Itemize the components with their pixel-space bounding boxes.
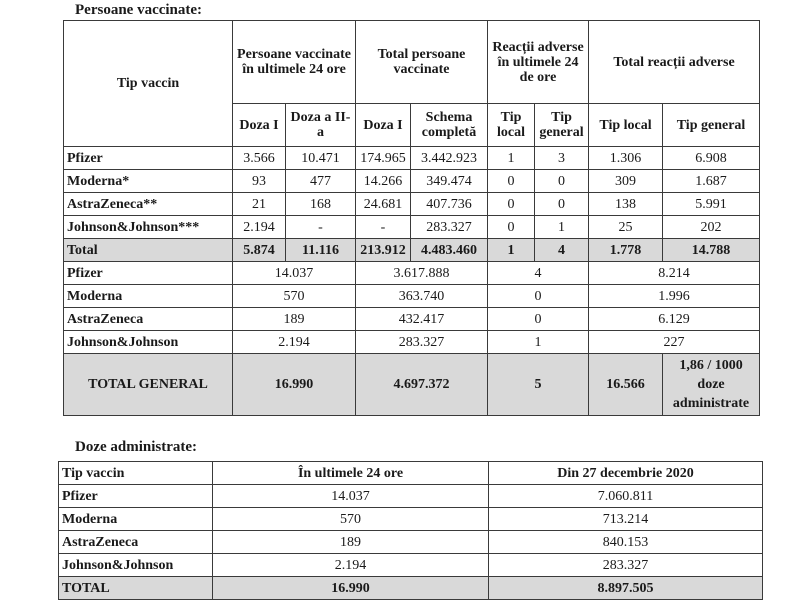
table-row	[64, 193, 760, 216]
cell-doza2: 477	[286, 170, 356, 193]
cell-reactii-local: 0	[488, 193, 535, 216]
header-tip-general-total: Tip general	[663, 104, 760, 147]
row-name: Moderna	[64, 285, 233, 308]
cell-24h: 14.037	[233, 262, 356, 285]
cell-reactii: 0	[488, 285, 589, 308]
row-name: Pfizer	[64, 147, 233, 170]
cell-total: 363.740	[356, 285, 488, 308]
cell-reactii: 0	[488, 308, 589, 331]
cell-total: 283.327	[356, 331, 488, 354]
total-row	[64, 239, 760, 262]
cell-24h: 570	[233, 285, 356, 308]
doses-administered-table	[58, 461, 763, 600]
cell-reactii-general: 0	[535, 193, 589, 216]
cell-doza2: 168	[286, 193, 356, 216]
row-name: TOTAL GENERAL	[64, 354, 233, 416]
summary-row	[64, 262, 760, 285]
cell-doza2: 10.471	[286, 147, 356, 170]
cell-24h: 570	[213, 508, 489, 531]
cell-24h: 189	[233, 308, 356, 331]
header-doza1: Doza I	[233, 104, 286, 147]
cell-reactii-general: 3	[535, 147, 589, 170]
cell-total-doza1: 174.965	[356, 147, 411, 170]
cell-doza1: 2.194	[233, 216, 286, 239]
cell-doza1: 21	[233, 193, 286, 216]
cell-reactii: 5	[488, 354, 589, 416]
cell-total-reactii: 1.996	[589, 285, 760, 308]
cell-total-doza1: 24.681	[356, 193, 411, 216]
header-tip-local-total: Tip local	[589, 104, 663, 147]
cell-reactii-general: 0	[535, 170, 589, 193]
header-tip-general: Tip general	[535, 104, 589, 147]
cell-total-reactii: 6.129	[589, 308, 760, 331]
header-total-reactii: Total reacții adverse	[589, 21, 760, 104]
cell-24h: 189	[213, 531, 489, 554]
cell-total-general: 6.908	[663, 147, 760, 170]
cell-total-local: 1.778	[589, 239, 663, 262]
cell-reactii-local: 0	[488, 216, 535, 239]
cell-din: 7.060.811	[489, 485, 763, 508]
header-persoane-24h: Persoane vaccinate în ultimele 24 ore	[233, 21, 356, 104]
cell-reactii-general: 4	[535, 239, 589, 262]
cell-total-doza1: 213.912	[356, 239, 411, 262]
cell-24h: 2.194	[233, 331, 356, 354]
cell-24h: 16.990	[233, 354, 356, 416]
cell-doza2: 11.116	[286, 239, 356, 262]
cell-din: 283.327	[489, 554, 763, 577]
cell-reactii-general: 1	[535, 216, 589, 239]
row-name: Moderna	[59, 508, 213, 531]
cell-schema: 283.327	[411, 216, 488, 239]
row-name: AstraZeneca	[59, 531, 213, 554]
cell-din: 840.153	[489, 531, 763, 554]
cell-reactii-local: 1	[488, 239, 535, 262]
cell-din: 8.897.505	[489, 577, 763, 600]
row-name: AstraZeneca	[64, 308, 233, 331]
cell-schema: 4.483.460	[411, 239, 488, 262]
row-name: Total	[64, 239, 233, 262]
cell-total-general: 5.991	[663, 193, 760, 216]
cell-schema: 3.442.923	[411, 147, 488, 170]
row-name: AstraZeneca**	[64, 193, 233, 216]
cell-rate: 1,86 / 1000 doze administrate	[663, 354, 760, 416]
cell-24h: 14.037	[213, 485, 489, 508]
row-name: TOTAL	[59, 577, 213, 600]
cell-total-reactii: 8.214	[589, 262, 760, 285]
cell-total: 4.697.372	[356, 354, 488, 416]
table-row	[59, 508, 763, 531]
summary-row	[64, 308, 760, 331]
cell-total: 3.617.888	[356, 262, 488, 285]
header-row	[59, 462, 763, 485]
header-schema: Schema completă	[411, 104, 488, 147]
header-total-persoane: Total persoane vaccinate	[356, 21, 488, 104]
cell-reactii: 4	[488, 262, 589, 285]
table-row	[59, 485, 763, 508]
row-name: Johnson&Johnson	[59, 554, 213, 577]
cell-doza1: 5.874	[233, 239, 286, 262]
cell-doza1: 93	[233, 170, 286, 193]
header-tip-vaccin: Tip vaccin	[64, 21, 233, 147]
summary-row	[64, 285, 760, 308]
cell-doza1: 3.566	[233, 147, 286, 170]
cell-schema: 407.736	[411, 193, 488, 216]
cell-total-general: 202	[663, 216, 760, 239]
cell-total-reactii: 227	[589, 331, 760, 354]
row-name: Pfizer	[64, 262, 233, 285]
cell-total-local: 138	[589, 193, 663, 216]
table-row	[64, 216, 760, 239]
header-din: Din 27 decembrie 2020	[489, 462, 763, 485]
cell-total-doza1: -	[356, 216, 411, 239]
cell-24h: 2.194	[213, 554, 489, 577]
cell-reactii: 1	[488, 331, 589, 354]
vaccinated-persons-table	[63, 20, 760, 416]
header-ultimele-24: În ultimele 24 ore	[213, 462, 489, 485]
total-general-row	[64, 354, 760, 416]
cell-24h: 16.990	[213, 577, 489, 600]
cell-reactii-local: 1	[488, 147, 535, 170]
row-name: Pfizer	[59, 485, 213, 508]
cell-total-local: 1.306	[589, 147, 663, 170]
header-tip-local: Tip local	[488, 104, 535, 147]
section-title-persoane-vaccinate: Persoane vaccinate:	[75, 2, 203, 18]
header-doza1-total: Doza I	[356, 104, 411, 147]
row-name: Johnson&Johnson***	[64, 216, 233, 239]
summary-row	[64, 331, 760, 354]
cell-total-local: 25	[589, 216, 663, 239]
table-row	[64, 170, 760, 193]
total-row	[59, 577, 763, 600]
header-tip-vaccin: Tip vaccin	[59, 462, 213, 485]
header-doza2: Doza a II-a	[286, 104, 356, 147]
cell-total-local: 309	[589, 170, 663, 193]
cell-din: 713.214	[489, 508, 763, 531]
cell-total-doza1: 14.266	[356, 170, 411, 193]
table-row	[59, 531, 763, 554]
table-row	[59, 554, 763, 577]
cell-total-general: 1.687	[663, 170, 760, 193]
header-reactii-24h: Reacții adverse în ultimele 24 de ore	[488, 21, 589, 104]
cell-total-general: 14.788	[663, 239, 760, 262]
cell-total-reactii: 16.566	[589, 354, 663, 416]
cell-reactii-local: 0	[488, 170, 535, 193]
cell-doza2: -	[286, 216, 356, 239]
section-title-doze-administrate: Doze administrate:	[75, 439, 198, 455]
row-name: Johnson&Johnson	[64, 331, 233, 354]
row-name: Moderna*	[64, 170, 233, 193]
cell-total: 432.417	[356, 308, 488, 331]
cell-schema: 349.474	[411, 170, 488, 193]
table-row	[64, 147, 760, 170]
